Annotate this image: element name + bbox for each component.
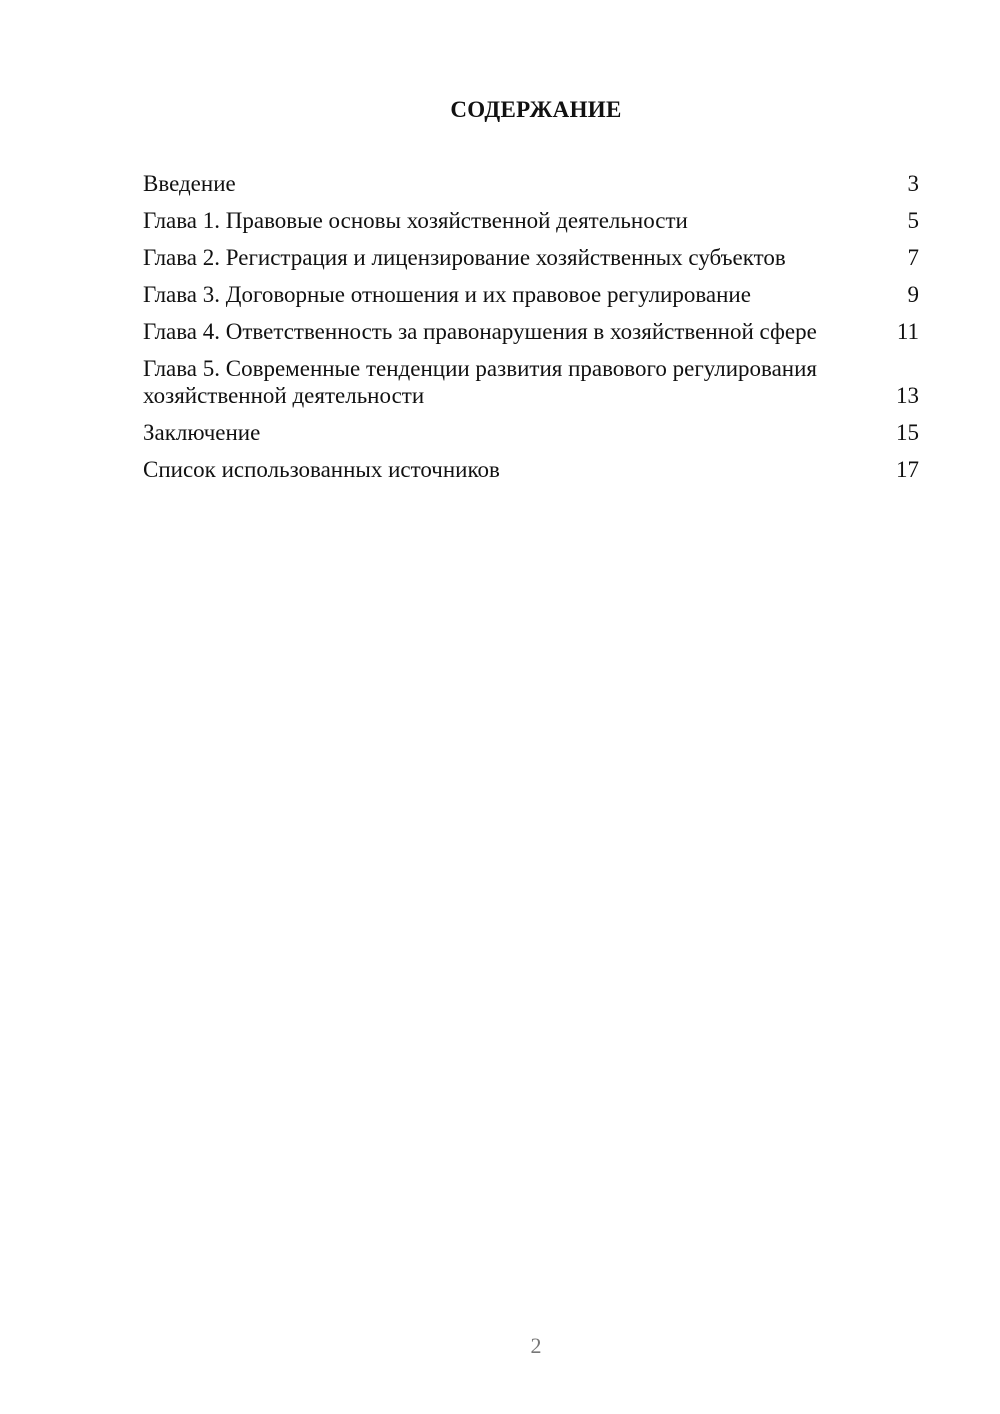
toc-item-introduction — [143, 170, 919, 197]
toc-entry-page: 15 — [896, 420, 919, 445]
toc-entry-title: Глава 5. Современные тенденции развития правового регулирования хозяйственной деятельности — [143, 356, 817, 408]
toc-entry-page: 7 — [907, 245, 919, 270]
toc-item-chapter-1 — [143, 207, 919, 234]
toc-entry-title: Глава 1. Правовые основы хозяйственной деятельности — [143, 208, 688, 233]
toc-item-chapter-5 — [143, 355, 919, 409]
toc-item-chapter-2 — [143, 244, 919, 271]
toc-entry-title: Глава 3. Договорные отношения и их правовое регулирование — [143, 282, 751, 307]
toc-entry-title: Заключение — [143, 420, 261, 445]
toc-entry-page: 13 — [896, 383, 919, 408]
toc-entry-title: Введение — [143, 171, 236, 196]
toc-entry-title: Глава 2. Регистрация и лицензирование хозяйственных субъектов — [143, 245, 786, 270]
toc-entry-page: 9 — [907, 282, 919, 307]
toc-item-references — [143, 456, 919, 483]
page-number: 2 — [530, 1333, 542, 1358]
page-title: СОДЕРЖАНИЕ — [450, 97, 622, 122]
toc-entry-title: Список использованных источников — [143, 457, 500, 482]
toc-item-chapter-4 — [143, 318, 919, 345]
toc-entry-page: 5 — [907, 208, 919, 233]
toc-item-conclusion — [143, 419, 919, 446]
toc-item-chapter-3 — [143, 281, 919, 308]
toc-entry-page: 11 — [896, 319, 919, 344]
toc-entry-title: Глава 4. Ответственность за правонарушения в хозяйственной сфере — [143, 319, 817, 344]
toc-entry-page: 3 — [907, 171, 919, 196]
table-of-contents — [143, 170, 919, 493]
toc-entry-page: 17 — [896, 457, 919, 482]
